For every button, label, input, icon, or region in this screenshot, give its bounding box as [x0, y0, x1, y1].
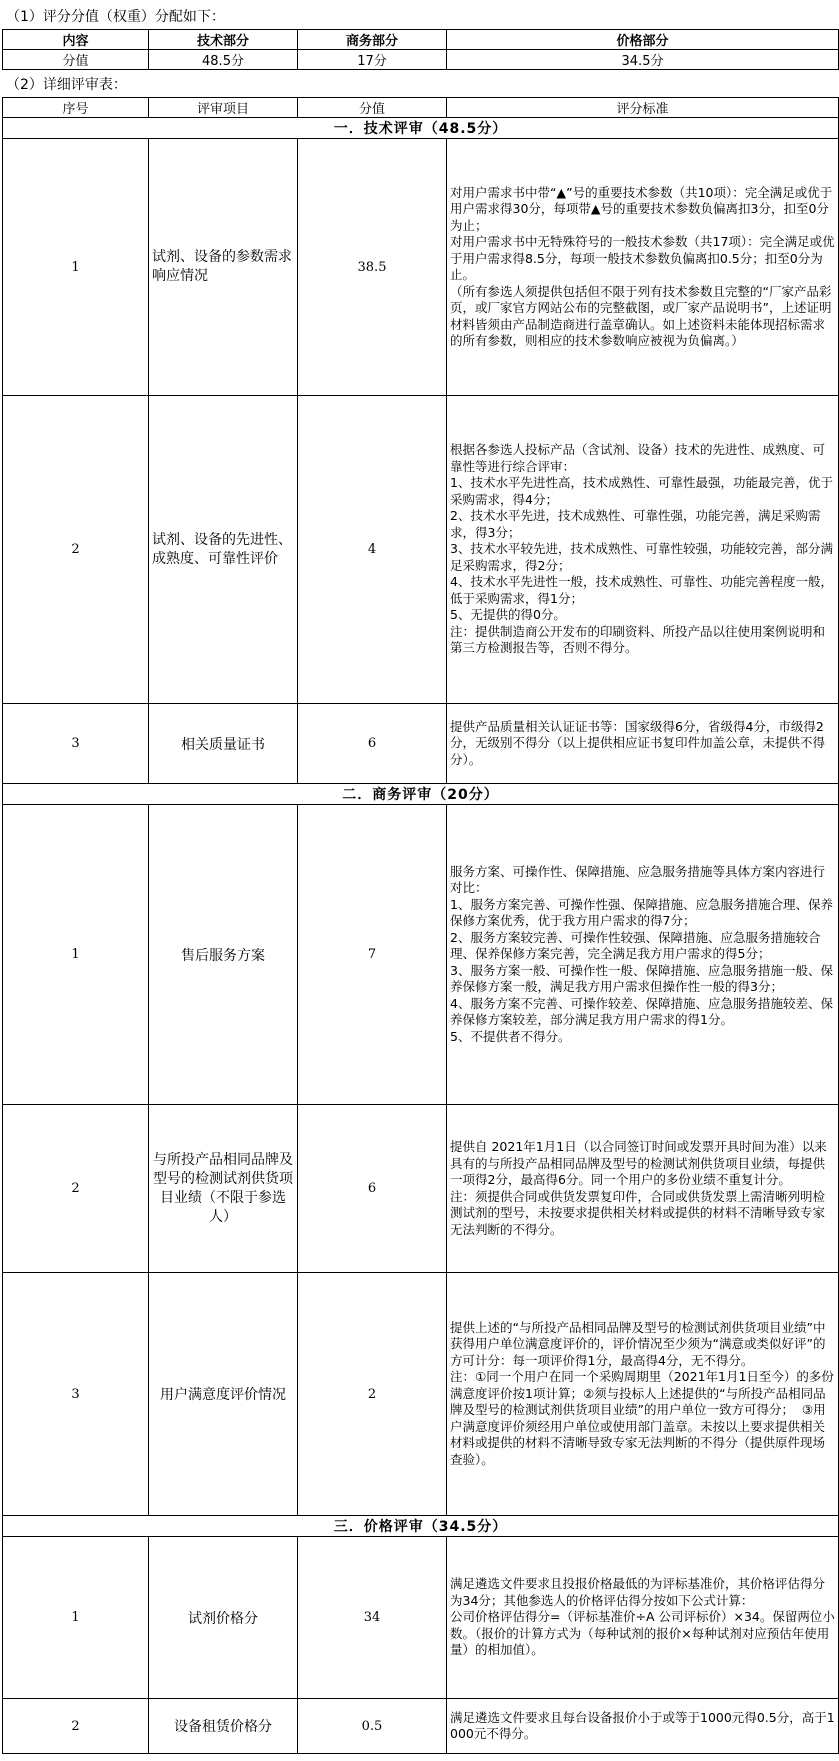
weights-price-value: 34.5分: [447, 50, 839, 70]
weights-header-content: 内容: [3, 30, 149, 50]
caption-weights: （1）评分分值（权重）分配如下：: [6, 9, 225, 25]
table-row: [3, 1537, 839, 1699]
row-criteria: 提供自 2021年1月1日（以合同签订时间或发票开具时间为准）以来具有的与所投产品相同品牌及型号的检测试剂供货项目业绩，每提供一项得2分，最高得6分。同一个用户的多份业绩不重复计分。 注：须提供合同或供货发票复印件，合同或供货发票上需清晰列明检测试剂的型号，未按要求提供相关材料或提供的材料不清晰导致专家无法判断的不得分。: [447, 1105, 839, 1273]
row-score: 7: [298, 805, 447, 1105]
row-item: 试剂、设备的先进性、成熟度、可靠性评价: [149, 396, 298, 704]
row-item: 设备租赁价格分: [149, 1699, 298, 1754]
row-criteria: 满足遴选文件要求且每台设备报价小于或等于1000元得0.5分，高于1000元不得分。: [447, 1699, 839, 1754]
detail-table: [2, 97, 839, 1754]
row-score: 6: [298, 1105, 447, 1273]
row-no: 1: [3, 139, 149, 396]
section-row-price: [3, 1516, 839, 1537]
section-title-tech: 一．技术评审（48.5分）: [3, 118, 839, 139]
row-criteria: 提供上述的“与所投产品相同品牌及型号的检测试剂供货项目业绩”中获得用户单位满意度评价的，评价情况至少须为“满意或类似好评”的方可计分：每一项评价得1分，最高得4分，无不得分。 注：①同一个用户在同一个采购周期里（2021年1月1日至今）的多份满意度评价按1项计算；②须与投标人上述提供的“与所投产品相同品牌及型号的检测试剂供货项目业绩”的用户单位一致方可得分； ③用户满意度评价须经用户单位或使用部门盖章。未按以上要求提供相关材料或提供的材料不清晰导致专家无法判断的不得分（提供原件现场查验）。: [447, 1273, 839, 1516]
row-criteria: 满足遴选文件要求且投报价格最低的为评标基准价，其价格评估得分为34分；其他参选人的价格评估得分按如下公式计算： 公司价格评估得分=（评标基准价÷A 公司评标价）×34。保留两位小数。（报价的计算方式为（每种试剂的报价×每种试剂对应预估年使用量）的相加值）。: [447, 1537, 839, 1699]
row-item: 售后服务方案: [149, 805, 298, 1105]
row-criteria: 服务方案、可操作性、保障措施、应急服务措施等具体方案内容进行对比： 1、服务方案完善、可操作性强、保障措施、应急服务措施合理、保养保修方案优秀，优于我方用户需求的得7分； 2、服务方案较完善、可操作性较强、保障措施、应急服务措施较合理、保养保修方案完善，完全满足我方用户需求的得5分； 3、服务方案一般、可操作性一般、保障措施、应急服务措施一般、保养保修方案一般，满足我方用户需求但操作性一般的得3分； 4、服务方案不完善、可操作较差、保障措施、应急服务措施较差、保养保修方案较差，部分满足我方用户需求的得1分。 5、不提供者不得分。: [447, 805, 839, 1105]
weights-header-price: 价格部分: [447, 30, 839, 50]
row-criteria: 提供产品质量相关认证证书等：国家级得6分，省级得4分，市级得2分，无级别不得分（以上提供相应证书复印件加盖公章，未提供不得分）。: [447, 704, 839, 784]
row-no: 1: [3, 1537, 149, 1699]
weights-table: [2, 29, 839, 70]
table-row: [3, 1105, 839, 1273]
table-row: [3, 704, 839, 784]
row-item: 试剂价格分: [149, 1537, 298, 1699]
section-row-business: [3, 784, 839, 805]
weights-header-tech: 技术部分: [149, 30, 298, 50]
row-score: 38.5: [298, 139, 447, 396]
row-no: 3: [3, 1273, 149, 1516]
weights-tech-value: 48.5分: [149, 50, 298, 70]
caption-detail: （2）详细评审表：: [6, 77, 127, 93]
header-item: 评审项目: [149, 98, 298, 118]
table-row: [3, 1699, 839, 1754]
row-score: 0.5: [298, 1699, 447, 1754]
section-row-tech: [3, 118, 839, 139]
header-no: 序号: [3, 98, 149, 118]
row-no: 3: [3, 704, 149, 784]
weights-header-row: [3, 30, 839, 50]
detail-header-row: [3, 98, 839, 118]
header-criteria: 评分标准: [447, 98, 839, 118]
row-no: 2: [3, 396, 149, 704]
table-row: [3, 805, 839, 1105]
row-score: 4: [298, 396, 447, 704]
section-title-business: 二．商务评审（20分）: [3, 784, 839, 805]
table-row: [3, 396, 839, 704]
row-no: 2: [3, 1105, 149, 1273]
row-item: 用户满意度评价情况: [149, 1273, 298, 1516]
table-row: [3, 1273, 839, 1516]
row-no: 2: [3, 1699, 149, 1754]
row-criteria: 根据各参选人投标产品（含试剂、设备）技术的先进性、成熟度、可靠性等进行综合评审： 1、技术水平先进性高，技术成熟性、可靠性最强，功能最完善，优于采购需求，得4分； 2、技术水平先进，技术成熟性、可靠性强，功能完善，满足采购需求，得3分； 3、技术水平较先进，技术成熟性、可靠性较强，功能较完善，部分满足采购需求，得2分； 4、技术水平先进性一般，技术成熟性、可靠性、功能完善程度一般，低于采购需求，得1分； 5、无提供的得0分。 注：提供制造商公开发布的印刷资料、所投产品以往使用案例说明和第三方检测报告等，否则不得分。: [447, 396, 839, 704]
header-score: 分值: [298, 98, 447, 118]
weights-row-label: 分值: [3, 50, 149, 70]
row-item: 试剂、设备的参数需求响应情况: [149, 139, 298, 396]
row-score: 2: [298, 1273, 447, 1516]
table-row: [3, 139, 839, 396]
weights-value-row: [3, 50, 839, 70]
weights-business-value: 17分: [298, 50, 447, 70]
row-no: 1: [3, 805, 149, 1105]
weights-header-business: 商务部分: [298, 30, 447, 50]
row-score: 34: [298, 1537, 447, 1699]
row-criteria: 对用户需求书中带“▲”号的重要技术参数（共10项）：完全满足或优于用户需求得30分，每项带▲号的重要技术参数负偏离扣3分，扣至0分为止； 对用户需求书中无特殊符号的一般技术参数（共17项）：完全满足或优于用户需求得8.5分，每项一般技术参数负偏离扣0.5分；扣至0分为止。 （所有参选人须提供包括但不限于列有技术参数且完整的“厂家产品彩页，或厂家官方网站公布的完整截图，或厂家产品说明书”，上述证明材料皆须由产品制造商进行盖章确认。如上述资料未能体现招标需求的所有参数，则相应的技术参数响应被视为负偏离。）: [447, 139, 839, 396]
section-title-price: 三．价格评审（34.5分）: [3, 1516, 839, 1537]
row-score: 6: [298, 704, 447, 784]
row-item: 相关质量证书: [149, 704, 298, 784]
row-item: 与所投产品相同品牌及型号的检测试剂供货项目业绩（不限于参选人）: [149, 1105, 298, 1273]
